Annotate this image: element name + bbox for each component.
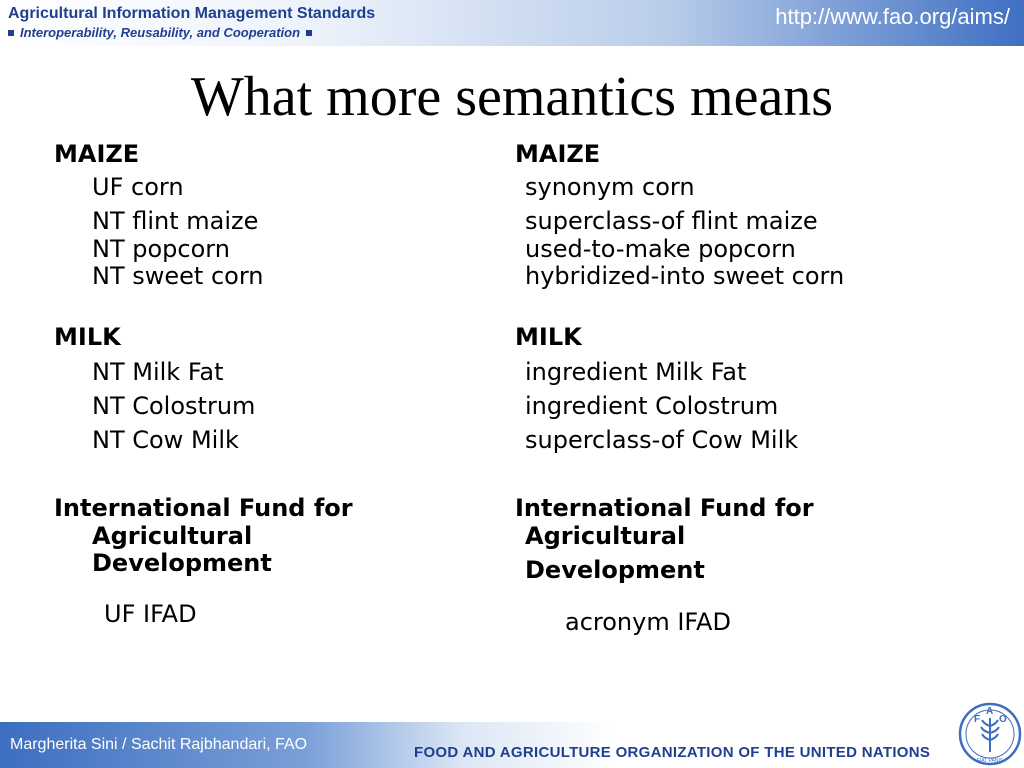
header-banner xyxy=(0,0,1024,46)
left-maize-item: NT popcorn xyxy=(92,235,230,263)
left-maize-item: UF corn xyxy=(92,173,184,201)
left-milk-item: NT Cow Milk xyxy=(92,426,239,454)
left-ifad-heading-line: Development xyxy=(92,549,272,577)
right-ifad-heading-line: Agricultural xyxy=(525,522,686,550)
right-milk-item: superclass-of Cow Milk xyxy=(525,426,799,454)
header-subtitle xyxy=(8,25,312,40)
footer-authors: Margherita Sini / Sachit Rajbhandari, FAO xyxy=(10,736,308,753)
slide-title: What more semantics means xyxy=(190,66,834,128)
right-maize-item: hybridized-into sweet corn xyxy=(525,262,845,290)
logo-letter-a: A xyxy=(986,706,994,717)
bullet-square-icon xyxy=(306,30,312,36)
logo-letter-f: F xyxy=(974,714,981,725)
left-maize-heading: MAIZE xyxy=(54,140,140,168)
header-url[interactable]: http://www.fao.org/aims/ xyxy=(775,4,1010,29)
right-maize-heading: MAIZE xyxy=(515,140,601,168)
logo-motto: FIAT PANIS xyxy=(976,758,1004,764)
right-milk-heading: MILK xyxy=(515,323,582,351)
right-ifad-heading-line: International Fund for xyxy=(515,494,814,522)
header-title: Agricultural Information Management Standards xyxy=(8,5,376,22)
logo-letter-o: O xyxy=(999,714,1007,725)
footer-organization: FOOD AND AGRICULTURE ORGANIZATION OF THE UNITED NATIONS xyxy=(414,744,931,761)
right-ifad-heading-line: Development xyxy=(525,556,705,584)
header-subtitle-text: Interoperability, Reusability, and Cooperation xyxy=(20,25,301,40)
right-maize-item: used-to-make popcorn xyxy=(525,235,796,263)
left-ifad-heading-line: Agricultural xyxy=(92,522,253,550)
left-milk-heading: MILK xyxy=(54,323,121,351)
left-milk-item: NT Milk Fat xyxy=(92,358,224,386)
left-maize-item: NT flint maize xyxy=(92,207,259,235)
left-ifad-heading-line: International Fund for xyxy=(54,494,353,522)
bullet-square-icon xyxy=(8,30,14,36)
footer-banner xyxy=(0,722,1024,768)
left-milk-item: NT Colostrum xyxy=(92,392,256,420)
right-maize-item: synonym corn xyxy=(525,173,695,201)
left-ifad-item: UF IFAD xyxy=(104,600,197,628)
right-maize-item: superclass-of flint maize xyxy=(525,207,818,235)
right-ifad-item: acronym IFAD xyxy=(565,608,731,636)
right-milk-item: ingredient Colostrum xyxy=(525,392,779,420)
right-milk-item: ingredient Milk Fat xyxy=(525,358,747,386)
fao-logo-icon xyxy=(958,702,1022,766)
left-maize-item: NT sweet corn xyxy=(92,262,264,290)
